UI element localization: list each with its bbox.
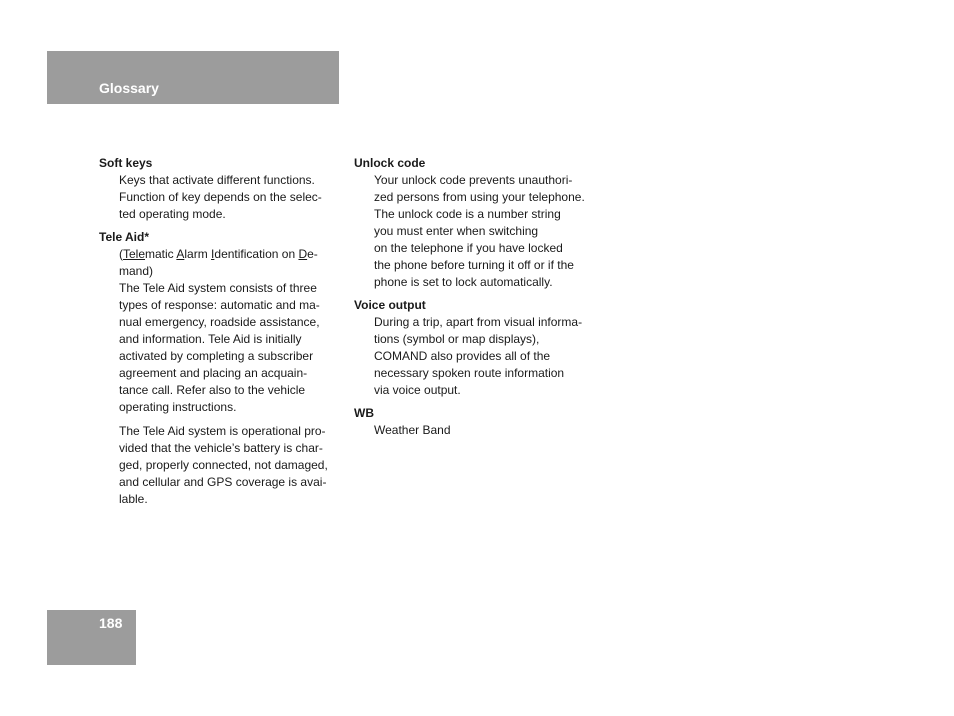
entry-term: Voice output (354, 298, 426, 312)
definition-line: lable. (119, 492, 148, 506)
acronym-text: e- (307, 247, 318, 261)
definition-line: Function of key depends on the selec- (119, 190, 322, 204)
right-column (354, 155, 599, 445)
acronym-expansion-line (119, 246, 341, 263)
entry-definition (99, 246, 341, 508)
definition-line: ted operating mode. (119, 207, 226, 221)
page-number: 188 (99, 615, 123, 631)
glossary-entry-tele-aid (99, 229, 341, 508)
left-column (99, 155, 341, 514)
acronym-letters: Tele (123, 247, 146, 261)
definition-line: you must enter when switching (374, 224, 539, 238)
definition-line: mand) (119, 264, 154, 278)
definition-line: on the telephone if you have locked (374, 241, 563, 255)
entry-term: Unlock code (354, 156, 426, 170)
acronym-letters: I (211, 247, 215, 261)
header-bar (47, 51, 339, 104)
entry-definition (354, 172, 599, 291)
entry-definition (354, 422, 599, 439)
definition-line: Your unlock code prevents unauthori- (374, 173, 573, 187)
definition-line: necessary spoken route information (374, 366, 565, 380)
acronym-text: matic (145, 247, 177, 261)
definition-line: operating instructions. (119, 400, 237, 414)
acronym-text: dentification on (214, 247, 299, 261)
entry-term: Tele Aid* (99, 230, 150, 244)
entry-definition (354, 314, 599, 399)
definition-line: activated by completing a subscriber (119, 349, 314, 363)
acronym-text: ( (119, 247, 123, 261)
entry-term: Soft keys (99, 156, 153, 170)
definition-line: ged, properly connected, not damaged, (119, 458, 328, 472)
definition-line: via voice output. (374, 383, 461, 397)
definition-line: The unlock code is a number string (374, 207, 561, 221)
entry-term: WB (354, 406, 374, 420)
glossary-entry-wb (354, 405, 599, 439)
page-title: Glossary (99, 80, 159, 96)
definition-line: and cellular and GPS coverage is avai- (119, 475, 327, 489)
definition-line: Keys that activate different functions. (119, 173, 315, 187)
glossary-entry-unlock-code (354, 155, 599, 291)
definition-line: Weather Band (374, 423, 451, 437)
definition-line: tance call. Refer also to the vehicle (119, 383, 306, 397)
definition-line: The Tele Aid system consists of three (119, 281, 317, 295)
definition-line: zed persons from using your telephone. (374, 190, 585, 204)
definition-line: tions (symbol or map displays), (374, 332, 540, 346)
definition-line: and information. Tele Aid is initially (119, 332, 302, 346)
definition-line: During a trip, apart from visual informa- (374, 315, 583, 329)
entry-definition (99, 172, 341, 223)
acronym-text: larm (184, 247, 212, 261)
definition-line: The Tele Aid system is operational pro- (119, 424, 326, 438)
glossary-entry-soft-keys (99, 155, 341, 223)
definition-line: phone is set to lock automatically. (374, 275, 553, 289)
acronym-letters: A (176, 247, 185, 261)
definition-line: the phone before turning it off or if the (374, 258, 574, 272)
page-number-box (47, 610, 136, 665)
definition-line: types of response: automatic and ma- (119, 298, 320, 312)
definition-line: vided that the vehicle’s battery is char- (119, 441, 323, 455)
acronym-letters: D (298, 247, 308, 261)
definition-line: agreement and placing an acquain- (119, 366, 308, 380)
definition-line: COMAND also provides all of the (374, 349, 551, 363)
definition-line: nual emergency, roadside assistance, (119, 315, 320, 329)
glossary-entry-voice-output (354, 297, 599, 399)
paragraph-gap (119, 416, 341, 423)
